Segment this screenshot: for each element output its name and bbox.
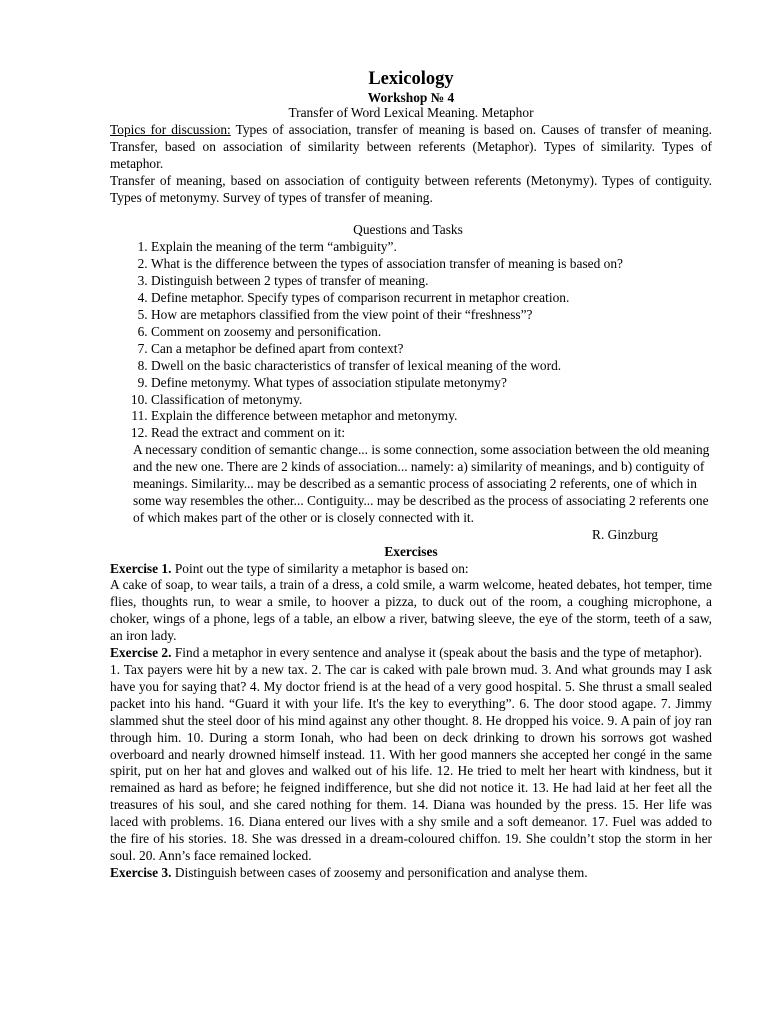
question-item: 11. Explain the difference between metaphor and metonymy. [151,408,712,425]
questions-heading: Questions and Tasks [353,222,463,238]
question-item: 8. Dwell on the basic characteristics of transfer of lexical meaning of the word. [151,358,712,375]
question-item: 12. Read the extract and comment on it: [151,425,712,442]
exercise-2-label: Exercise 2. [110,645,172,661]
document-title: Lexicology [368,69,454,89]
topics-label: Topics for discussion: [110,121,231,137]
workshop-theme: Transfer of Word Lexical Meaning. Metaphor [288,105,534,120]
exercise-2-task: Exercise 2. Find a metaphor in every sentence and analyse it (speak about the basis and the type of metaphor). [110,645,703,661]
topics-paragraph [110,122,712,173]
ginzburg-quote: A necessary condition of semantic change... is some connection, some association between the old meaning and the new one. There are 2 kinds of association... namely: a) similarity of meanings, and b) contiguity of meanings. Similarity... may be described as a semantic process of associating 2 referents, one of which in some way resembles the other... Contiguity... may be described as the process of associating 2 referents one of which makes part of the other or is closely connected with it. [133,442,710,525]
questions-list [110,239,712,442]
question-item: 4. Define metaphor. Specify types of comparison recurrent in metaphor creation. [151,290,712,307]
question-item: 6. Comment on zoosemy and personification. [151,324,712,341]
question-item: 3. Distinguish between 2 types of transfer of meaning. [151,273,712,290]
document-page [110,68,712,882]
spacer [110,206,712,222]
question-item: 10. Classification of metonymy. [151,392,712,409]
exercise-1-body: A cake of soap, to wear tails, a train of a dress, a cold smile, a warm welcome, heated debates, hot temper, time flies, thoughts run, to wear a smile, to hoover a pizza, to duck out of the room, a coughing microphone, a choker, wings of a phone, legs of a table, an elbow a river, batwing sleeve, the eye of the storm, teeth of a saw, an iron lady. [110,577,712,644]
topics-text: Types of association, transfer of meaning is based on. Causes of transfer of meaning. Transfer, based on association of similarity between referents (Metaphor). Types of similarity. Types of metaphor. [110,121,712,171]
exercise-3-label: Exercise 3. [110,864,172,880]
question-item: 7. Can a metaphor be defined apart from context? [151,341,712,358]
question-item: 5. How are metaphors classified from the view point of their “freshness”? [151,307,712,324]
question-item: 1. Explain the meaning of the term “ambiguity”. [151,239,712,256]
exercise-2-body: 1. Tax payers were hit by a new tax. 2. The car is caked with pale brown mud. 3. And what grounds may I ask have you for saying that? 4. My doctor friend is at the head of a very good hospital. 5. She thrust a small sealed packet into his hand. “Guard it with your life. It's the key to everything”. 6. The door stood agape. 7. Jimmy slammed shut the steel door of his mind against any other thought. 8. He dropped his voice. 9. A pain of joy ran through him. 10. During a storm Ionah, who had been on deck drinking to drown his sorrows got washed overboard and nearly drowned himself instead. 11. With her good manners she accepted her congé in the same spirit, put on her hat and gloves and walked out of his life. 12. He tried to melt her heart with kindness, but it remained as hard as before; he feigned indifference, but she did not notice it. 13. He had laid at her feet all the treasures of his soul, and she cared nothing for them. 14. Diana was hounded by the press. 15. Her life was laced with problems. 16. Diana entered our lives with a shy smile and a soft demeanor. 17. Fuel was added to the fire of his stories. 18. She was dressed in a dream-coloured chiffon. 19. She couldn’t stop the storm in her soul. 20. Ann’s face remained locked. [110,662,712,863]
question-item: 9. Define metonymy. What types of association stipulate metonymy? [151,375,712,392]
exercises-heading: Exercises [384,543,438,559]
topics-paragraph-2: Transfer of meaning, based on association of contiguity between referents (Metonymy). Types of contiguity. Types of metonymy. Survey of types of transfer of meaning. [110,172,712,205]
exercise-3-task: Exercise 3. Distinguish between cases of zoosemy and personification and analyse them. [110,864,588,880]
workshop-number: Workshop № 4 [367,90,455,105]
exercise-1-task: Exercise 1. Point out the type of similarity a metaphor is based on: [110,560,469,576]
question-item: 2. What is the difference between the types of association transfer of meaning is based on? [151,256,712,273]
exercise-1-label: Exercise 1. [110,560,172,576]
quote-author: R. Ginzburg [592,526,658,542]
